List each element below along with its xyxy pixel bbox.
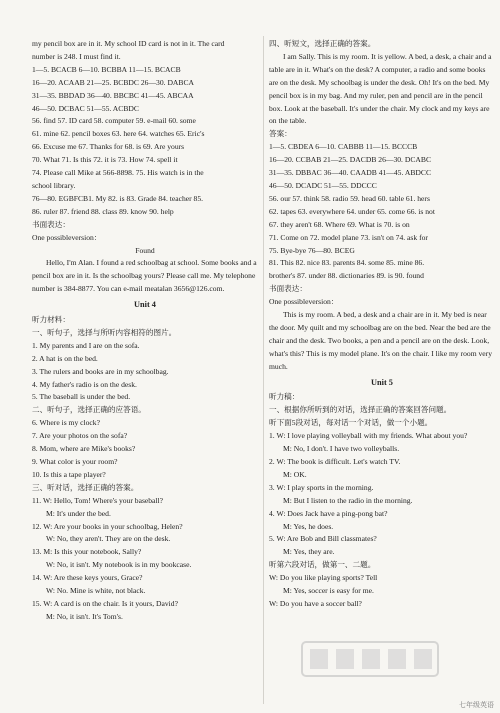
text-line: 听力材料： xyxy=(32,315,70,325)
text-line: 9. What color is your room? xyxy=(32,457,118,466)
text-line: 1. My parents and I are on the sofa. xyxy=(32,340,140,350)
text-line: W: No, it isn't. My notebook is in my bookcase. xyxy=(46,560,192,570)
text-line: number is 248. I must find it. xyxy=(32,51,121,61)
text-line: brother's 87. under 88. dictionaries 89. is 90. found xyxy=(269,271,424,281)
text-line: M: No, it isn't. It's Tom's. xyxy=(46,611,123,621)
text-line: I am Sally. This is my room. It is yellow. A bed, a desk, a chair and a table are in it. What's on the desk? A computer, a radio and some books are on the desk. My schoolbag is under the desk. Oh! It's on the bed. My pencil box is in my bag. And my ruler, pen and pencil are in the pencil box. Look at the baseball. It's under the chair. My clock and my keys are on the table. xyxy=(269,51,492,126)
corner-mark: 七年级英语 xyxy=(459,701,494,709)
text-line: 56. our 57. think 58. radio 59. head 60. table 61. hers xyxy=(269,193,430,203)
text-line: M: Yes, he does. xyxy=(283,521,334,531)
text-line: 听力稿： xyxy=(269,392,300,402)
text-line: 4. My father's radio is on the desk. xyxy=(32,379,137,389)
text-line: M: Yes, they are. xyxy=(283,547,335,557)
left-column xyxy=(32,38,258,624)
text-line: 1—5. CBDEA 6—10. CABBB 11—15. BCCCB xyxy=(269,142,418,152)
text-line: 86. ruler 87. friend 88. class 89. know 90. help xyxy=(32,206,174,216)
text-line: 1. W: I love playing volleyball with my friends. What about you? xyxy=(269,431,468,441)
text-line: 15. W: A card is on the chair. Is it yours, David? xyxy=(32,598,178,608)
text-line: W: Do you like playing sports? Tell xyxy=(269,573,378,583)
text-line: 答案： xyxy=(269,129,292,139)
text-line: 5. The baseball is under the bed. xyxy=(32,392,131,402)
text-line: One possibleversion： xyxy=(269,297,339,307)
text-line: 16—20. ACAAB 21—25. BCBDC 26—30. DABCA xyxy=(32,77,195,87)
text-line: 3. The rulers and books are in my schoolbag. xyxy=(32,366,169,376)
text-line: 听下面5段对话，每对话一个对话，做一个小题。 xyxy=(269,418,433,428)
text-line: One possibleversion： xyxy=(32,232,102,242)
text-line: my pencil box are in it. My school ID card is not in it. The card xyxy=(32,39,225,48)
text-line: M: But I listen to the radio in the morning. xyxy=(283,495,413,505)
text-line: 31—35. BBDAD 36—40. BBCBC 41—45. ABCAA xyxy=(32,90,194,100)
text-line: 书面表达： xyxy=(32,219,70,229)
section-heading: Unit 4 xyxy=(134,300,156,310)
answer-key-stamp-watermark xyxy=(300,638,440,680)
text-line: 13. M: Is this your notebook, Sally? xyxy=(32,547,142,557)
text-line: school library. xyxy=(32,180,76,190)
text-line: 66. Excuse me 67. Thanks for 68. is 69. Are yours xyxy=(32,142,185,152)
text-line: 一、根据你所听到的对话，选择正确的答案回答问题。 xyxy=(269,405,452,415)
text-line: 四、听短文，选择正确的答案。 xyxy=(269,39,376,48)
text-line: 46—50. DCBAC 51—55. ACBDC xyxy=(32,103,139,113)
text-line: 74. Please call Mike at 566-8898. 75. His watch is in the xyxy=(32,168,204,178)
text-line: W: No. Mine is white, not black. xyxy=(46,586,146,596)
text-line: M: It's under the bed. xyxy=(46,508,111,518)
text-line: 46—50. DCADC 51—55. DDCCC xyxy=(269,180,377,190)
text-line: 31—35. DBBAC 36—40. CAADB 41—45. ABDCC xyxy=(269,168,432,178)
text-line: 2. A hat is on the bed. xyxy=(32,353,98,363)
text-line: W: Do you have a soccer ball? xyxy=(269,598,362,608)
text-line: 67. they aren't 68. Where 69. What is 70. is on xyxy=(269,219,410,229)
text-line: Hello, I'm Alan. I found a red schoolbag at school. Some books and a pencil box are in it. Is the schoolbag yours? Please call me. My telephone number is 384-8877. You can e-mail meatalan 3656@126.com. xyxy=(32,258,257,294)
right-column xyxy=(269,38,495,611)
text-line: 二、听句子，选择正确的应答语。 xyxy=(32,405,146,415)
text-line: 2. W: The book is difficult. Let's watch TV. xyxy=(269,457,401,466)
text-line: 14. W: Are these keys yours, Grace? xyxy=(32,573,143,583)
text-line: M: OK. xyxy=(283,469,307,479)
text-line: 一、听句子，选择与所听内容相符的图片。 xyxy=(32,327,177,337)
text-line: 1—5. BCACB 6—10. BCBBA 11—15. BCACB xyxy=(32,64,181,74)
text-line: 81. This 82. nice 83. parents 84. some 85. mine 86. xyxy=(269,258,425,268)
text-line: 71. Come on 72. model plane 73. isn't on 74. ask for xyxy=(269,232,428,242)
text-line: 三、听对话，选择正确的答案。 xyxy=(32,482,139,492)
column-divider xyxy=(263,36,264,704)
text-line: 8. Mom, where are Mike's books? xyxy=(32,444,136,454)
text-line: W: No, they aren't. They are on the desk. xyxy=(46,534,171,544)
text-line: 56. find 57. ID card 58. computer 59. e-mail 60. some xyxy=(32,116,196,126)
text-line: 3. W: I play sports in the morning. xyxy=(269,482,374,492)
text-line: 75. Bye-bye 76—80. BCEG xyxy=(269,245,355,255)
text-line: 16—20. CCBAB 21—25. DACDB 26—30. DCABC xyxy=(269,155,432,165)
text-line: 4. W: Does Jack have a ping-pong bat? xyxy=(269,508,388,518)
text-line: Found xyxy=(135,245,155,255)
text-line: 62. tapes 63. everywhere 64. under 65. come 66. is not xyxy=(269,206,435,216)
text-line: This is my room. A bed, a desk and a chair are in it. My bed is near the door. My quilt and my schoolbag are on the bed. Near the bed are the chair and the desk. Two books, a pen and a pencil are on the desk. Look, what's this? This is my model plane. It's on the chair. I like my room very much. xyxy=(269,310,492,371)
text-line: 7. Are your photos on the sofa? xyxy=(32,431,128,441)
text-line: M: Yes, soccer is easy for me. xyxy=(283,586,374,596)
text-line: 6. Where is my clock? xyxy=(32,418,100,428)
text-line: 书面表达： xyxy=(269,284,307,294)
text-line: 76—80. EGBFCB1. My 82. is 83. Grade 84. teacher 85. xyxy=(32,193,204,203)
text-line: 5. W: Are Bob and Bill classmates? xyxy=(269,534,377,544)
text-line: M: No, I don't. I have two volleyballs. xyxy=(283,444,400,454)
text-line: 听第六段对话，做第一、二题。 xyxy=(269,560,376,570)
text-line: 70. What 71. Is this 72. it is 73. How 74. spell it xyxy=(32,155,178,165)
text-line: 10. Is this a tape player? xyxy=(32,469,106,479)
section-heading: Unit 5 xyxy=(371,377,393,387)
text-line: 61. mine 62. pencil boxes 63. here 64. watches 65. Eric's xyxy=(32,129,205,139)
text-line: 12. W: Are your books in your schoolbag, Helen? xyxy=(32,521,183,531)
text-line: 11. W: Hello, Tom! Where's your baseball? xyxy=(32,495,164,505)
